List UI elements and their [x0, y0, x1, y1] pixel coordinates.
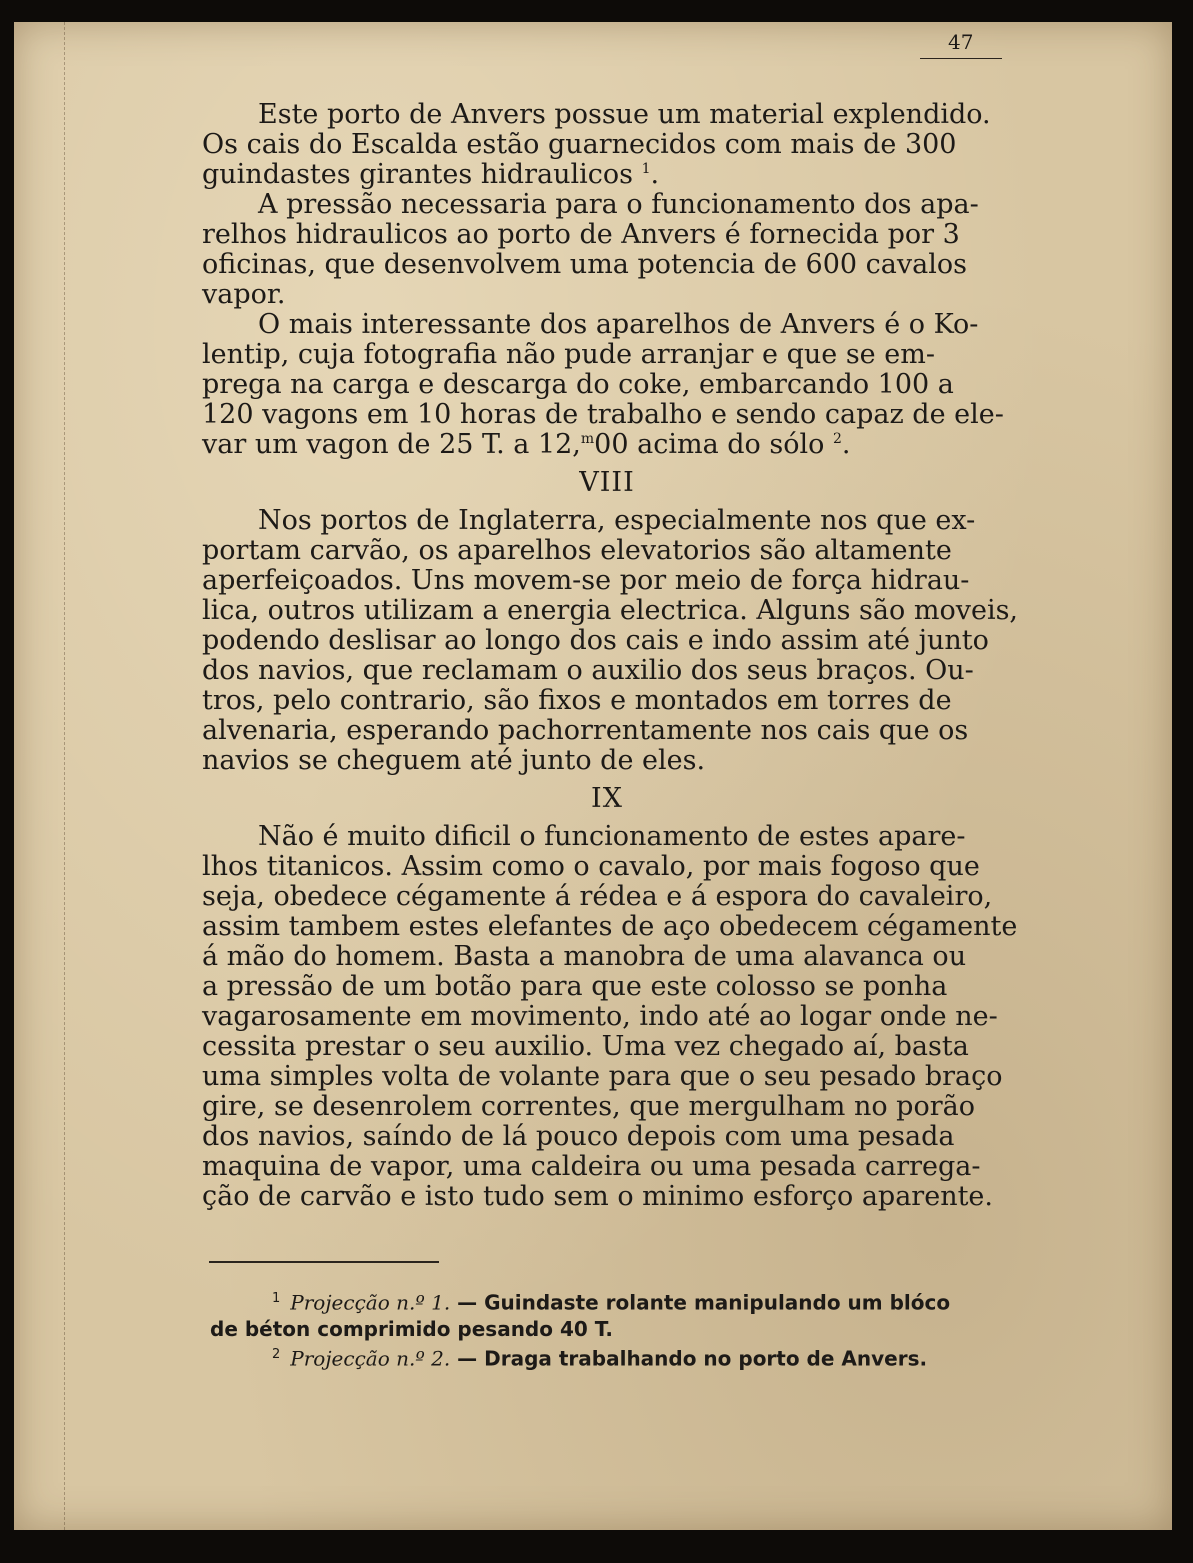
text-line: navios se cheguem até junto de eles.	[202, 745, 706, 776]
text-line: dos navios, que reclamam o auxilio dos seus braços. Ou-	[202, 655, 974, 686]
text-line: Este porto de Anvers possue um material explendido.	[258, 99, 991, 130]
footnote-1	[210, 1286, 1010, 1316]
footnote-mark: 2	[272, 1346, 281, 1362]
text-line: Nos portos de Inglaterra, especialmente nos que ex-	[258, 505, 976, 536]
text-line: dos navios, saíndo de lá pouco depois com uma pesada	[202, 1121, 955, 1152]
text-line: vagarosamente em movimento, indo até ao logar onde ne-	[202, 1001, 998, 1032]
text-line: lica, outros utilizam a energia electrica. Alguns são moveis,	[202, 595, 1019, 626]
footnotes	[210, 1286, 1010, 1371]
text-line	[202, 160, 1012, 190]
page-number-rule	[920, 58, 1002, 59]
page-number: 47	[948, 30, 974, 54]
text-line: a pressão de um botão para que este colosso se ponha	[202, 971, 948, 1002]
body-text	[202, 99, 1019, 1212]
footnote-rule	[209, 1261, 439, 1263]
text-line: cessita prestar o seu auxilio. Uma vez chegado aí, basta	[202, 1031, 969, 1062]
text-line: aperfeiçoados. Uns movem-se por meio de força hidrau-	[202, 565, 970, 596]
footnote-text: — Draga trabalhando no porto de Anvers.	[457, 1346, 928, 1371]
text-fragment: guindastes girantes hidraulicos	[202, 159, 633, 190]
text-line: uma simples volta de volante para que o seu pesado braço	[202, 1061, 1003, 1092]
page-binding-edge	[32, 22, 65, 1530]
section-heading-ix: IX	[591, 783, 623, 814]
text-line: lhos titanicos. Assim como o cavalo, por mais fogoso que	[202, 851, 980, 882]
text-fragment: var um vagon de 25 T. a 12,	[202, 429, 581, 460]
footnote-title: Projecção n.º 1.	[290, 1290, 451, 1315]
footnote-title: Projecção n.º 2.	[290, 1346, 451, 1371]
footnote-mark: 1	[272, 1291, 281, 1306]
text-line: maquina de vapor, uma caldeira ou uma pesada carrega-	[202, 1151, 981, 1182]
text-line: ção de carvão e isto tudo sem o minimo esforço aparente.	[202, 1181, 993, 1212]
footnote-2	[210, 1342, 1010, 1372]
text-line: lentip, cuja fotografia não pude arranjar e que se em-	[202, 339, 935, 370]
text-line: vapor.	[202, 279, 286, 310]
text-line: tros, pelo contrario, são fixos e montados em torres de	[202, 685, 952, 716]
text-line: 120 vagons em 10 horas de trabalho e sendo capaz de ele-	[202, 399, 1004, 430]
text-line: Não é muito dificil o funcionamento de estes apare-	[258, 821, 966, 852]
text-fragment: .	[841, 429, 851, 460]
text-line: relhos hidraulicos ao porto de Anvers é fornecida por 3	[202, 219, 960, 250]
footnote-ref: 1	[641, 161, 651, 177]
text-line: portam carvão, os aparelhos elevatorios são altamente	[202, 535, 952, 566]
book-page	[14, 22, 1172, 1530]
text-line: alvenaria, esperando pachorrentamente nos cais que os	[202, 715, 969, 746]
text-fragment: 00 acima do sólo	[594, 429, 825, 460]
text-line: O mais interessante dos aparelhos de Anvers é o Ko-	[258, 309, 979, 340]
text-line: á mão do homem. Basta a manobra de uma alavanca ou	[202, 941, 967, 972]
text-line: prega na carga e descarga do coke, embarcando 100 a	[202, 369, 954, 400]
text-line: oficinas, que desenvolvem uma potencia de 600 cavalos	[202, 249, 967, 280]
text-fragment: .	[650, 159, 660, 190]
text-line: seja, obedece cégamente á rédea e á espora do cavaleiro,	[202, 881, 993, 912]
text-line: Os cais do Escalda estão guarnecidos com mais de 300	[202, 129, 957, 160]
footnote-1-continuation: de béton comprimido pesando 40 T.	[210, 1316, 613, 1341]
section-heading-viii: VIII	[579, 467, 635, 498]
footnote-ref: 2	[832, 431, 842, 447]
text-line: A pressão necessaria para o funcionamento dos apa-	[258, 189, 979, 220]
text-line	[202, 430, 1012, 460]
text-line: gire, se desenrolem correntes, que mergulham no porão	[202, 1091, 975, 1122]
text-line: podendo deslisar ao longo dos cais e indo assim até junto	[202, 625, 989, 656]
footnote-text: — Guindaste rolante manipulando um blóco	[457, 1290, 951, 1315]
unit-superscript: m	[580, 431, 595, 447]
text-line: assim tambem estes elefantes de aço obedecem cégamente	[202, 911, 1018, 942]
